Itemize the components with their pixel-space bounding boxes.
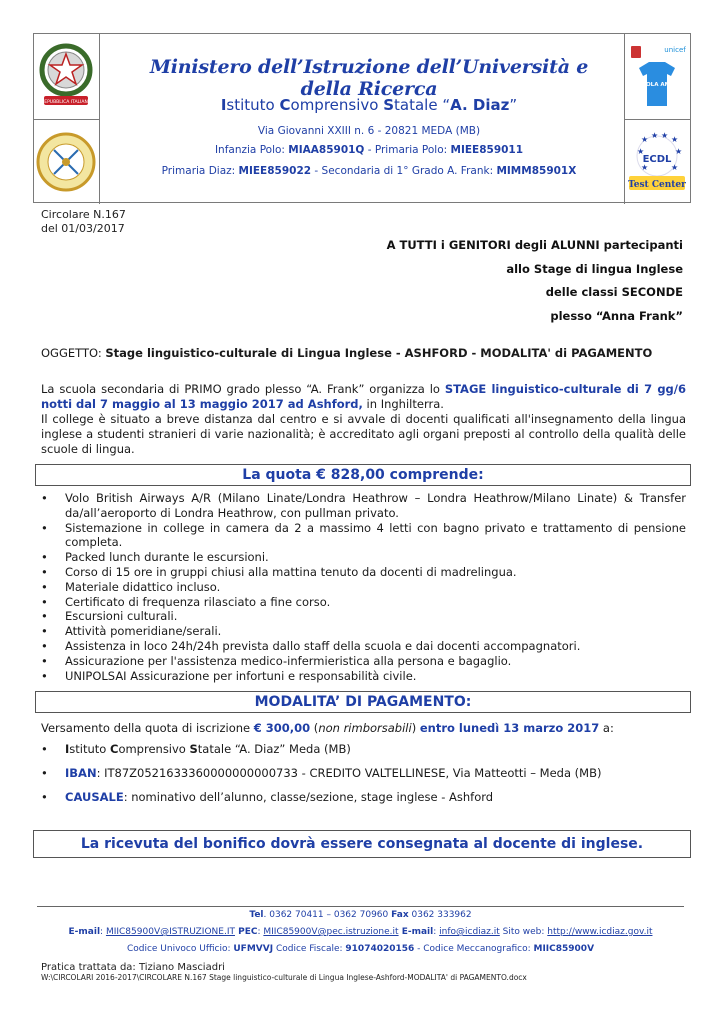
list-item: • Volo British Airways A/R (Milano Linate/Londra Heathrow – Londra Heathrow/Milano Linate) & Transfer da/all’aeroporto di Londra Heathrow, con pullman privato. [41, 491, 686, 521]
payment-intro: Versamento della quota di iscrizione € 300,00 (non rimborsabili) entro lunedì 13 marzo 2017 a: [41, 721, 614, 735]
ecdl-text: ECDL [642, 154, 672, 165]
footer-phone: Tel. 0362 70411 – 0362 70960 Fax 0362 333962 [249, 910, 472, 920]
svg-text:★: ★ [637, 147, 645, 156]
list-item: • Packed lunch durante le escursioni. [41, 550, 686, 565]
handled-by: Pratica trattata da: Tiziano Masciadri [41, 962, 225, 973]
svg-text:★: ★ [651, 131, 659, 140]
recipient-line: A TUTTI i GENITORI degli ALUNNI partecipanti [386, 238, 683, 252]
svg-text:★: ★ [671, 163, 679, 172]
test-center-text: Test Center [628, 180, 686, 190]
intro-paragraph-2: Il college è situato a breve distanza dal centro e si avvale di docenti qualificati all'insegnamento della lingua inglese a studenti stranieri di varie nazionalità; è accreditato agli organi preposti al controllo della qualità delle scuole di lingua. [41, 412, 686, 456]
email-link[interactable]: MIIC85900V@ISTRUZIONE.IT [105, 927, 235, 937]
list-item: • Assistenza in loco 24h/24h prevista dallo staff della scuola e dai docenti accompagnatori. [41, 639, 686, 654]
website-link[interactable]: http://www.icdiaz.gov.it [547, 927, 653, 937]
payment-title: MODALITA’ DI PAGAMENTO: [35, 691, 691, 713]
svg-text:★: ★ [675, 147, 683, 156]
recipient-line: delle classi SECONDE [545, 285, 683, 299]
subject [41, 346, 686, 361]
payment-beneficiary: • Istituto Comprensivo Statale “A. Diaz” Meda (MB) [41, 741, 686, 765]
intro-paragraph-1: La scuola secondaria di PRIMO grado plesso “A. Frank” organizza lo STAGE linguistico-culturale di 7 gg/6 notti dal 7 maggio al 13 maggio 2017 ad Ashford, in Inghilterra. [41, 382, 686, 411]
republic-ribbon-text: REPUBBLICA ITALIANA [41, 100, 91, 105]
list-item: • UNIPOLSAI Assicurazione per infortuni e responsabilità civile. [41, 669, 686, 684]
svg-text:★: ★ [671, 135, 679, 144]
svg-text:★: ★ [641, 135, 649, 144]
unicef-text: unicef [664, 46, 686, 54]
info-email-link[interactable]: info@icdiaz.it [439, 927, 500, 937]
payment-iban: • IBAN: IT87Z0521633360000000000733 - CREDITO VALTELLINESE, Via Matteotti – Meda (MB) [41, 765, 686, 789]
circolare-info [41, 208, 126, 236]
intro-text [41, 382, 686, 457]
recipient-line: allo Stage di lingua Inglese [506, 261, 683, 276]
institute-title: Istituto Comprensivo Statale “A. Diaz” [220, 96, 518, 114]
footer-contacts: E-mail: MIIC85900V@ISTRUZIONE.IT PEC: MIIC85900V@pec.istruzione.it E-mail: info@icdiaz.it Sito web: http://www.icdiaz.gov.it [68, 927, 653, 937]
receipt-note: La ricevuta del bonifico dovrà essere consegnata al docente di inglese. [33, 830, 691, 858]
subject-text: Stage linguistico-culturale di Lingua Inglese - ASHFORD - MODALITA' di PAGAMENTO [105, 346, 653, 360]
list-item: • Sistemazione in college in camera da 2 a massimo 4 letti con bagno privato e trattamento di pensione completa. [41, 521, 686, 551]
republic-emblem-cell [34, 34, 100, 120]
ecdl-test-center-icon [625, 120, 689, 202]
recipients-block [387, 234, 683, 328]
unicef-scuola-amica-icon [625, 34, 689, 118]
list-item: • Escursioni culturali. [41, 609, 686, 624]
pec-link[interactable]: MIIC85900V@pec.istruzione.it [263, 927, 399, 937]
subject-label: OGGETTO: [41, 346, 106, 360]
republic-emblem-icon [34, 34, 98, 118]
payment-causale: • CAUSALE: nominativo dell’alunno, classe/sezione, stage inglese - Ashford [41, 789, 686, 813]
scuola-amica-text: SCUOLA AMICA [633, 82, 681, 88]
school-seal-cell [34, 120, 100, 204]
school-seal-icon [34, 120, 98, 202]
address-line: Via Giovanni XXIII n. 6 - 20821 MEDA (MB) [257, 125, 481, 137]
circolare-date: del 01/03/2017 [41, 222, 125, 235]
svg-text:★: ★ [641, 163, 649, 172]
plessi-codes-line: Primaria Diaz: MIEE859022 - Secondaria di 1° Grado A. Frank: MIMM85901X [161, 165, 577, 177]
ecdl-logo-cell [624, 120, 690, 204]
file-path: W:\CIRCOLARI 2016-2017\CIRCOLARE N.167 Stage linguistico-culturale di Lingua Inglese-Ashford-MODALITA' di PAGAMENTO.docx [41, 973, 527, 982]
unicef-logo-cell [624, 34, 690, 120]
footer-codes: Codice Univoco Ufficio: UFMVVJ Codice Fiscale: 91074020156 - Codice Meccanografico: MIIC85900V [126, 944, 595, 954]
list-item: • Attività pomeridiane/serali. [41, 624, 686, 639]
list-item: • Corso di 15 ore in gruppi chiusi alla mattina tenuto da docenti di madrelingua. [41, 565, 686, 580]
recipient-line: plesso “Anna Frank” [550, 308, 683, 323]
payment-list [41, 741, 686, 813]
polo-codes-line: Infanzia Polo: MIAA85901Q - Primaria Polo: MIEE859011 [214, 144, 524, 156]
list-item: • Certificato di frequenza rilasciato a fine corso. [41, 595, 686, 610]
list-item: • Materiale didattico incluso. [41, 580, 686, 595]
ministry-title: Ministero dell’Istruzione dell’Università e della Ricerca [149, 56, 589, 100]
quota-title: La quota € 828,00 comprende: [35, 464, 691, 486]
letterhead [33, 33, 691, 203]
list-item: • Assicurazione per l'assistenza medico-infermieristica alla persona e bagaglio. [41, 654, 686, 669]
footer-divider [37, 906, 684, 907]
svg-text:★: ★ [661, 131, 669, 140]
circolare-number: Circolare N.167 [41, 208, 126, 221]
quota-list [41, 491, 686, 683]
